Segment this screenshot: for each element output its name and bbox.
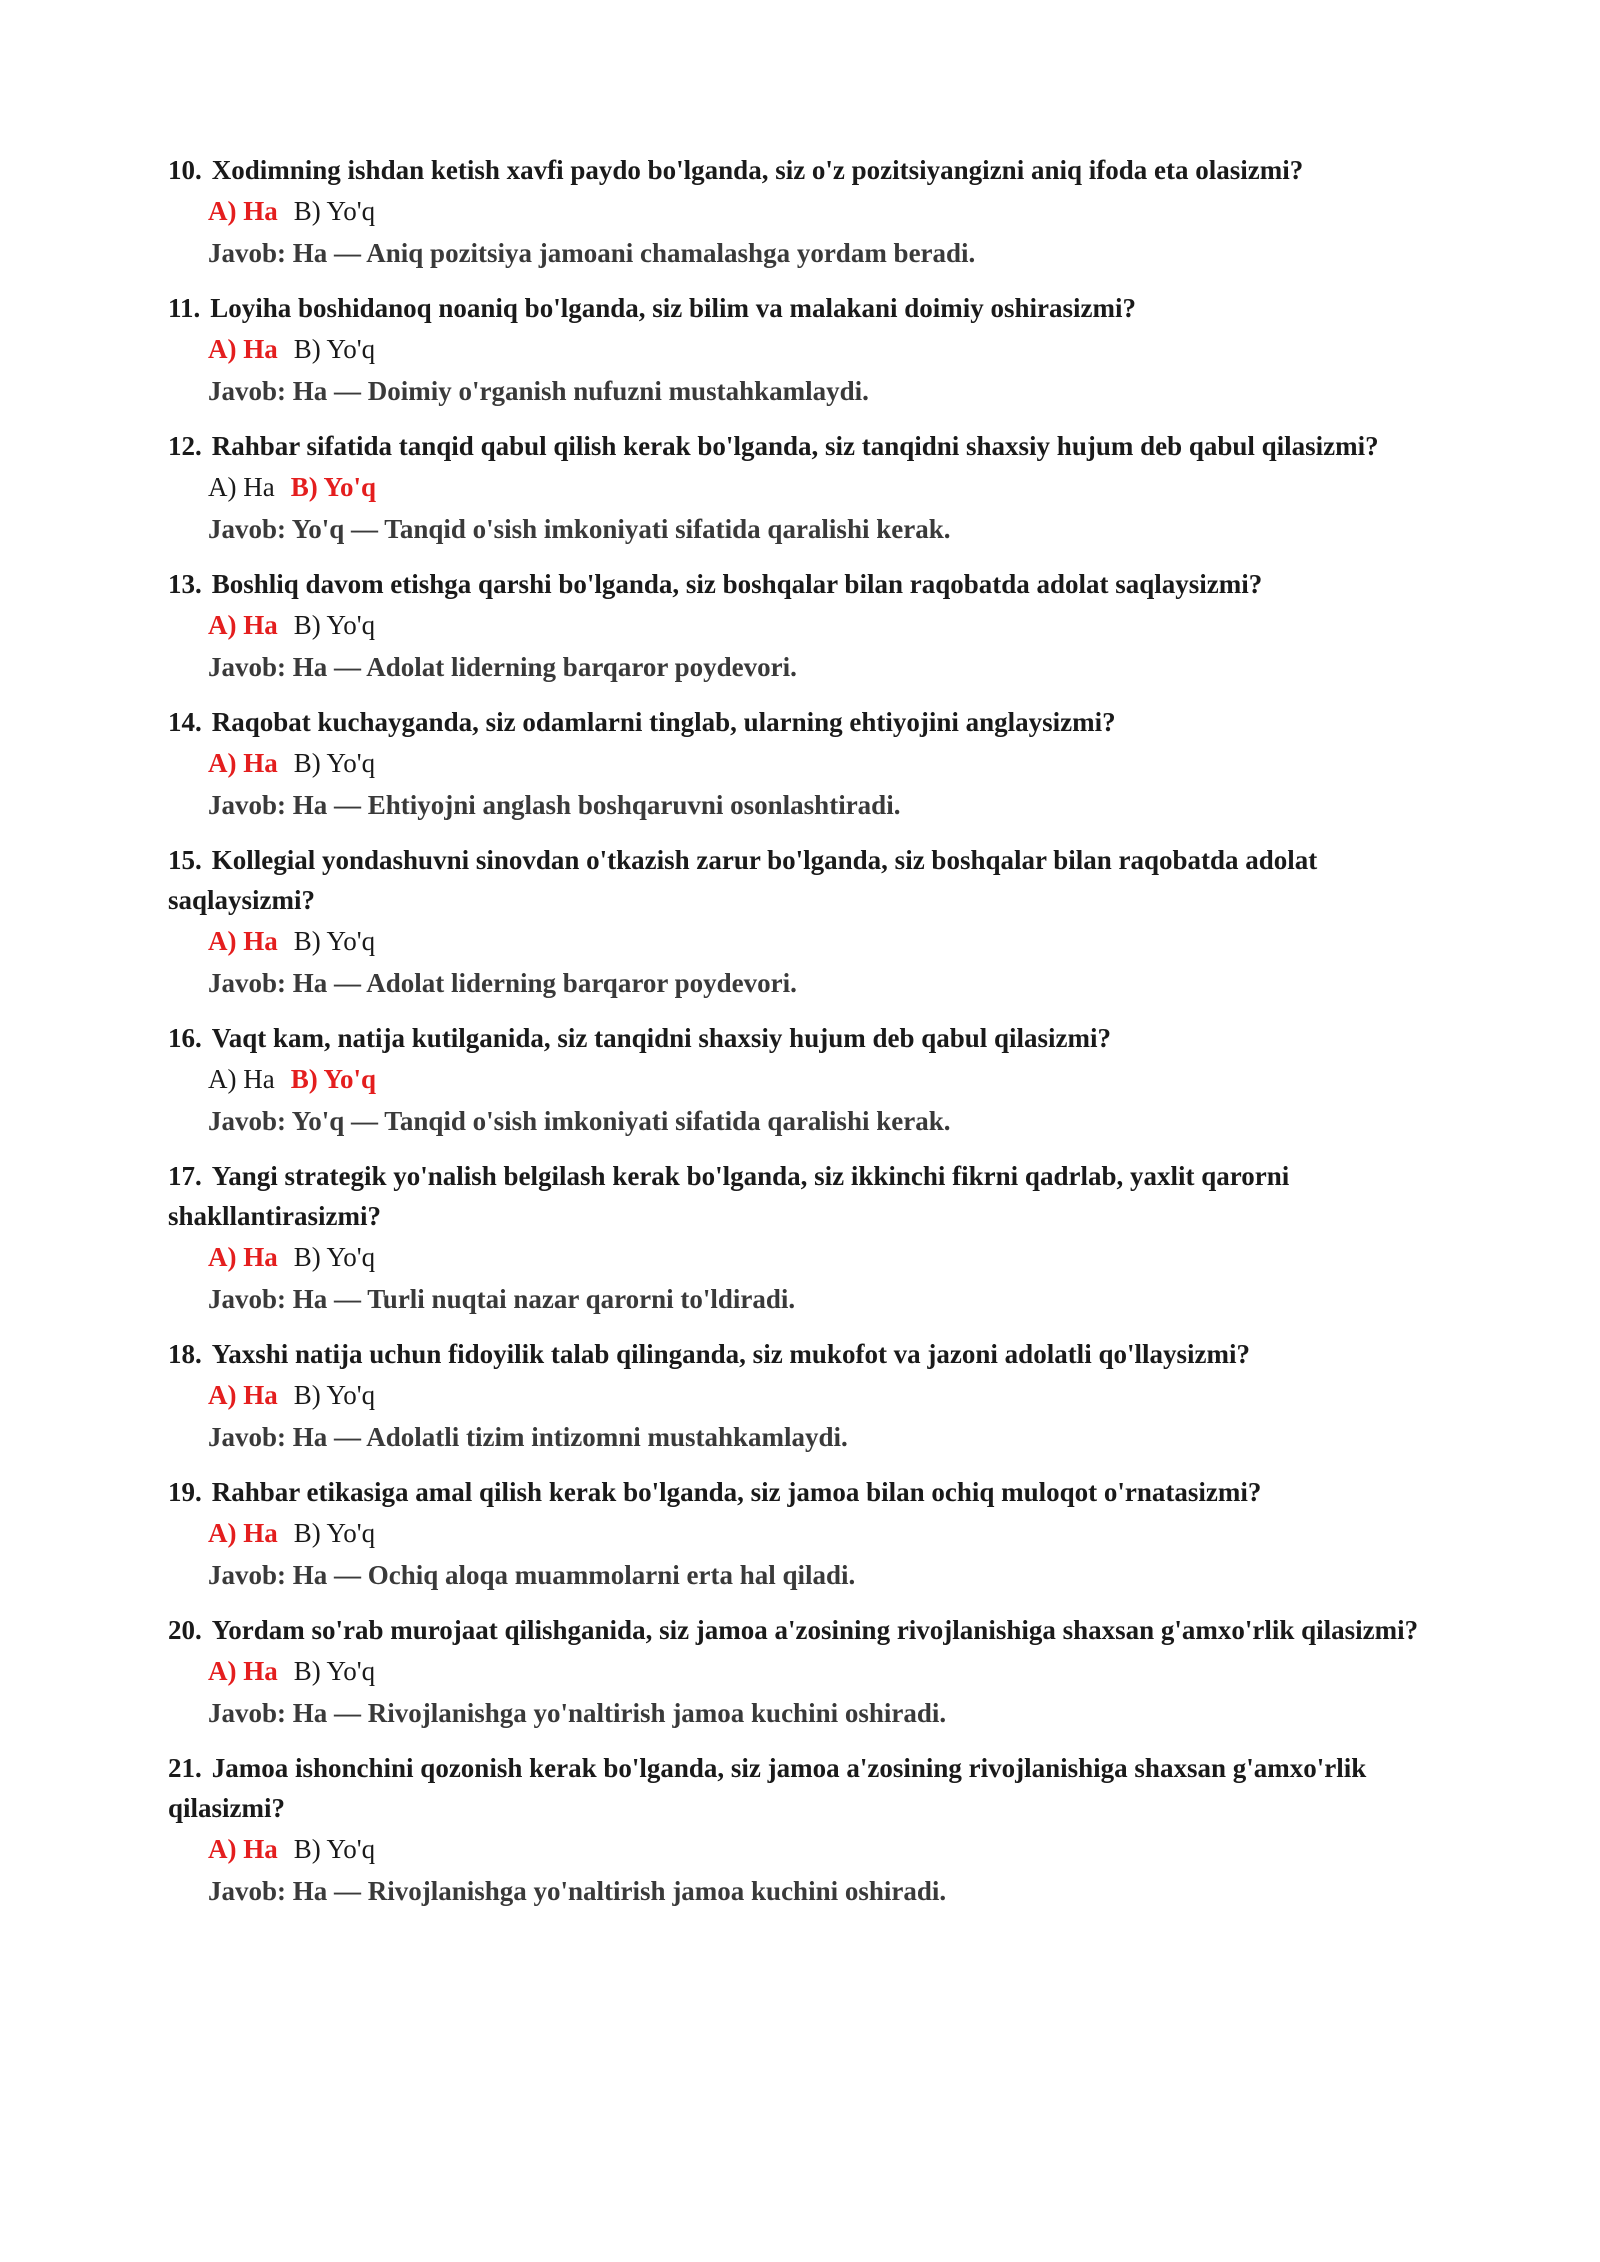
option-b: B) Yo'q: [293, 1242, 376, 1272]
option-b: B) Yo'q: [293, 1834, 376, 1864]
answer-explanation: Javob: Ha — Adolatli tizim intizomni mustahkamlaydi.: [208, 1422, 848, 1452]
option-b: B) Yo'q: [290, 1064, 377, 1094]
question-text: [168, 1748, 1458, 1828]
question-label: Vaqt kam, natija kutilganida, siz tanqidni shaxsiy hujum deb qabul qilasizmi?: [211, 1023, 1112, 1053]
question-text: [168, 564, 1458, 604]
answer-options: [208, 1828, 1458, 1870]
question-label: Rahbar etikasiga amal qilish kerak bo'lganda, siz jamoa bilan ochiq muloqot o'rnatasizmi?: [211, 1477, 1262, 1507]
question-number: 10.: [168, 155, 202, 185]
answer-explanation: Javob: Ha — Ochiq aloqa muammolarni erta hal qiladi.: [208, 1560, 856, 1590]
question-number: 11.: [168, 293, 201, 323]
answer-options: [208, 920, 1458, 962]
answer-options: [208, 604, 1458, 646]
question-text: [168, 840, 1458, 920]
answer-options: [208, 1058, 1458, 1100]
question-label: Yangi strategik yo'nalish belgilash kerak bo'lganda, siz ikkinchi fikrni qadrlab, yaxlit qarorni shakllantirasizmi?: [168, 1161, 1290, 1231]
question-text: [168, 426, 1458, 466]
option-a: A) Ha: [208, 472, 275, 502]
question-text: [168, 1472, 1458, 1512]
question-number: 13.: [168, 569, 202, 599]
option-a: A) Ha: [208, 1242, 278, 1272]
question-label: Yaxshi natija uchun fidoyilik talab qilinganda, siz mukofot va jazoni adolatli qo'llaysizmi?: [211, 1339, 1250, 1369]
answer-explanation: Javob: Ha — Adolat liderning barqaror poydevori.: [208, 652, 797, 682]
option-a: A) Ha: [208, 610, 278, 640]
answer-options: [208, 190, 1458, 232]
option-b: B) Yo'q: [293, 196, 376, 226]
question-block: [168, 1748, 1458, 1912]
answer-options: [208, 1236, 1458, 1278]
answer-explanation: Javob: Ha — Adolat liderning barqaror poydevori.: [208, 968, 797, 998]
question-label: Jamoa ishonchini qozonish kerak bo'lganda, siz jamoa a'zosining rivojlanishiga shaxsan g'amxo'rlik qilasizmi?: [168, 1753, 1367, 1823]
question-text: [168, 1334, 1458, 1374]
question-block: [168, 426, 1458, 550]
question-block: [168, 288, 1458, 412]
option-b: B) Yo'q: [293, 926, 376, 956]
answer-options: [208, 1512, 1458, 1554]
question-text: [168, 288, 1458, 328]
option-a: A) Ha: [208, 1834, 278, 1864]
question-number: 17.: [168, 1161, 202, 1191]
question-number: 16.: [168, 1023, 202, 1053]
question-text: [168, 702, 1458, 742]
option-a: A) Ha: [208, 1380, 278, 1410]
option-a: A) Ha: [208, 196, 278, 226]
option-a: A) Ha: [208, 1064, 275, 1094]
question-block: [168, 564, 1458, 688]
question-block: [168, 1610, 1458, 1734]
question-block: [168, 1018, 1458, 1142]
question-block: [168, 150, 1458, 274]
option-b: B) Yo'q: [293, 334, 376, 364]
question-number: 18.: [168, 1339, 202, 1369]
document-page: [168, 150, 1458, 1926]
answer-options: [208, 328, 1458, 370]
option-b: B) Yo'q: [293, 610, 376, 640]
question-block: [168, 1334, 1458, 1458]
option-a: A) Ha: [208, 748, 278, 778]
answer-explanation: Javob: Ha — Ehtiyojni anglash boshqaruvni osonlashtiradi.: [208, 790, 901, 820]
option-b: B) Yo'q: [293, 1518, 376, 1548]
question-text: [168, 1610, 1458, 1650]
answer-explanation: Javob: Yo'q — Tanqid o'sish imkoniyati sifatida qaralishi kerak.: [208, 1106, 951, 1136]
option-a: A) Ha: [208, 926, 278, 956]
option-a: A) Ha: [208, 334, 278, 364]
question-label: Loyiha boshidanoq noaniq bo'lganda, siz bilim va malakani doimiy oshirasizmi?: [210, 293, 1137, 323]
question-text: [168, 1156, 1458, 1236]
answer-options: [208, 466, 1458, 508]
answer-explanation: Javob: Yo'q — Tanqid o'sish imkoniyati sifatida qaralishi kerak.: [208, 514, 951, 544]
question-label: Kollegial yondashuvni sinovdan o'tkazish zarur bo'lganda, siz boshqalar bilan raqobatda adolat saqlaysizmi?: [168, 845, 1318, 915]
question-block: [168, 1472, 1458, 1596]
question-number: 15.: [168, 845, 202, 875]
answer-options: [208, 742, 1458, 784]
question-block: [168, 1156, 1458, 1320]
question-block: [168, 702, 1458, 826]
question-number: 14.: [168, 707, 202, 737]
answer-explanation: Javob: Ha — Rivojlanishga yo'naltirish jamoa kuchini oshiradi.: [208, 1876, 947, 1906]
question-label: Xodimning ishdan ketish xavfi paydo bo'lganda, siz o'z pozitsiyangizni aniq ifoda eta olasizmi?: [211, 155, 1304, 185]
answer-explanation: Javob: Ha — Turli nuqtai nazar qarorni to'ldiradi.: [208, 1284, 796, 1314]
question-text: [168, 150, 1458, 190]
option-b: B) Yo'q: [293, 748, 376, 778]
answer-options: [208, 1650, 1458, 1692]
question-label: Raqobat kuchayganda, siz odamlarni tinglab, ularning ehtiyojini anglaysizmi?: [211, 707, 1116, 737]
answer-options: [208, 1374, 1458, 1416]
option-a: A) Ha: [208, 1518, 278, 1548]
answer-explanation: Javob: Ha — Aniq pozitsiya jamoani chamalashga yordam beradi.: [208, 238, 976, 268]
question-label: Yordam so'rab murojaat qilishganida, siz jamoa a'zosining rivojlanishiga shaxsan g'amxo'rlik qilasizmi?: [211, 1615, 1419, 1645]
question-number: 19.: [168, 1477, 202, 1507]
question-block: [168, 840, 1458, 1004]
question-number: 12.: [168, 431, 202, 461]
question-label: Boshliq davom etishga qarshi bo'lganda, siz boshqalar bilan raqobatda adolat saqlaysizmi?: [211, 569, 1263, 599]
answer-explanation: Javob: Ha — Doimiy o'rganish nufuzni mustahkamlaydi.: [208, 376, 869, 406]
question-number: 21.: [168, 1753, 202, 1783]
question-number: 20.: [168, 1615, 202, 1645]
question-label: Rahbar sifatida tanqid qabul qilish kerak bo'lganda, siz tanqidni shaxsiy hujum deb qabul qilasizmi?: [211, 431, 1379, 461]
option-b: B) Yo'q: [293, 1656, 376, 1686]
option-b: B) Yo'q: [290, 472, 377, 502]
answer-explanation: Javob: Ha — Rivojlanishga yo'naltirish jamoa kuchini oshiradi.: [208, 1698, 947, 1728]
option-a: A) Ha: [208, 1656, 278, 1686]
question-text: [168, 1018, 1458, 1058]
option-b: B) Yo'q: [293, 1380, 376, 1410]
